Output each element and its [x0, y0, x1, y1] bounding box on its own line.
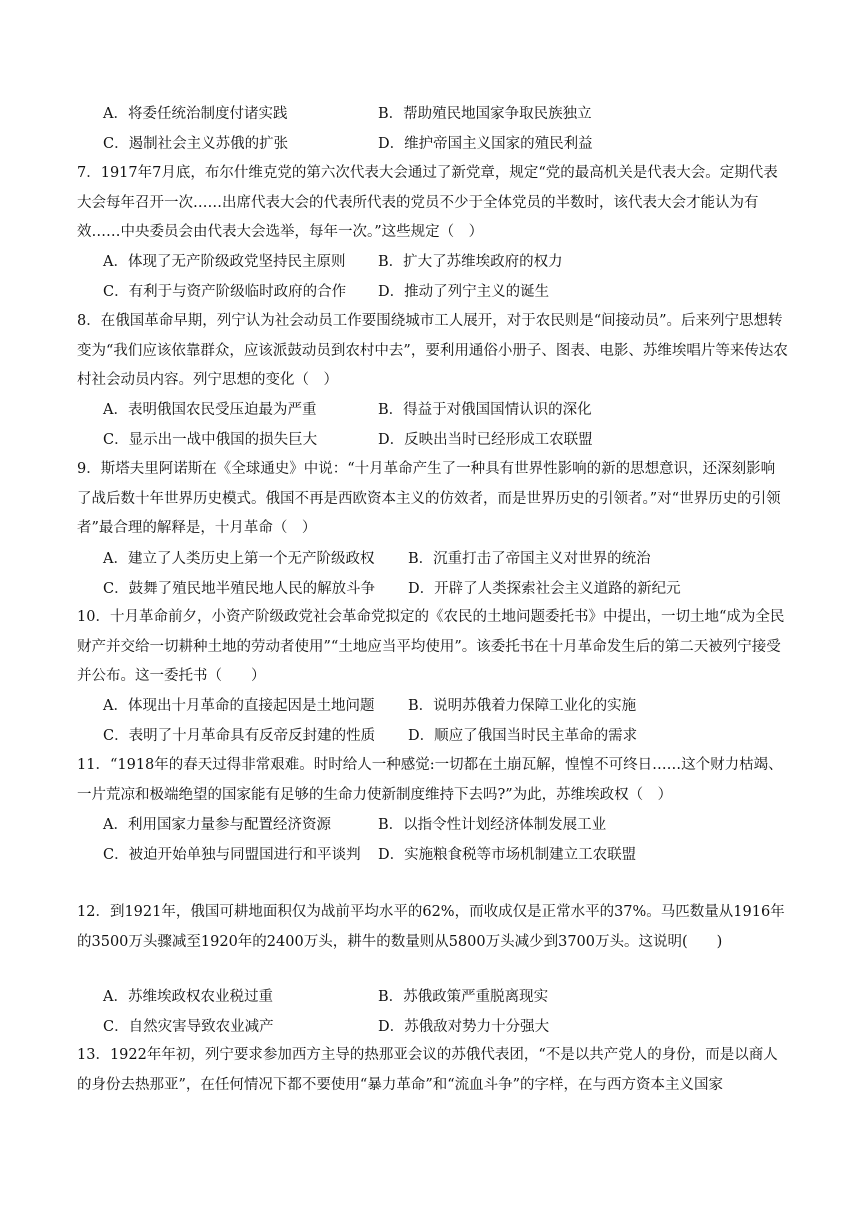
question-12-options	[103, 983, 793, 1042]
question-13-stem: 13．1922年年初，列宁要求参加西方主导的热那亚会议的苏俄代表团，“不是以共产党人的身份，而是以商人的身份去热那亚”，在任何情况下都不要使用“暴力革命”和“流血斗争”的字样，在与西方资本主义国家	[77, 1047, 778, 1093]
option-a: A．体现出十月革命的直接起因是土地问题	[103, 698, 375, 714]
question-7-stem: 7．1917年7月底，布尔什维克党的第六次代表大会通过了新党章，规定“党的最高机关是代表大会。定期代表大会每年召开一次……出席代表大会的代表所代表的党员不少于全体党员的半数时，该代表大会才能认为有效……中央委员会由代表大会选举，每年一次。”这些规定（ ）	[77, 165, 778, 240]
option-b: B．说明苏俄着力保障工业化的实施	[408, 698, 637, 714]
question-11-stem: 11．“1918年的春天过得非常艰难。时时给人一种感觉:一切都在土崩瓦解，惶惶不可终日……这个财力枯竭、一片荒凉和极端绝望的国家能有足够的生命力使新制度维持下去吗?”为此，苏维埃政权（ ）	[77, 757, 783, 803]
option-b: B．扩大了苏维埃政府的权力	[378, 254, 563, 270]
option-c: C．鼓舞了殖民地半殖民地人民的解放斗争	[103, 580, 376, 597]
option-a: A．体现了无产阶级政党坚持民主原则	[103, 254, 346, 270]
option-a: A．建立了人类历史上第一个无产阶级政权	[103, 551, 375, 567]
option-c: C．表明了十月革命具有反帝反封建的性质	[103, 727, 376, 744]
option-d: D．推动了列宁主义的诞生	[378, 283, 550, 300]
option-d: D．开辟了人类探索社会主义道路的新纪元	[408, 580, 681, 597]
option-b: B．以指令性计划经济体制发展工业	[378, 817, 607, 833]
option-b: B．帮助殖民地国家争取民族独立	[378, 106, 592, 122]
option-a: A．苏维埃政权农业税过重	[103, 989, 273, 1005]
question-10-stem: 10．十月革命前夕，小资产阶级政党社会革命党拟定的《农民的土地问题委托书》中提出，一切土地“成为全民财产并交给一切耕种土地的劳动者使用”“土地应当平均使用”。该委托书在十月革命发生后的第二天被列宁接受并公布。这一委托书（ ）	[77, 609, 785, 684]
question-8-stem: 8．在俄国革命早期，列宁认为社会动员工作要围绕城市工人展开，对于农民则是“间接动员”。后来列宁思想转变为“我们应该依靠群众，应该派鼓动员到农村中去”，要利用通俗小册子、图表、电影、苏维埃唱片等来传达农村社会动员内容。列宁思想的变化（ ）	[77, 313, 788, 388]
question-11-options	[103, 811, 793, 870]
question-7-options	[103, 248, 793, 307]
option-d: D．维护帝国主义国家的殖民利益	[378, 135, 593, 152]
option-b: B．苏俄政策严重脱离现实	[378, 989, 549, 1005]
question-9-stem: 9．斯塔夫里阿诺斯在《全球通史》中说：“十月革命产生了一种具有世界性影响的新的思想意识，还深刻影响了战后数十年世界历史模式。俄国不再是西欧资本主义的仿效者，而是世界历史的引领者。”对“世界历史的引领者”最合理的解释是，十月革命（ ）	[77, 461, 781, 536]
option-d: D．苏俄敌对势力十分强大	[378, 1018, 550, 1035]
option-b: B．沉重打击了帝国主义对世界的统治	[408, 551, 651, 567]
option-d: D．实施粮食税等市场机制建立工农联盟	[378, 846, 637, 863]
option-a: A．表明俄国农民受压迫最为严重	[103, 402, 317, 418]
option-d: D．顺应了俄国当时民主革命的需求	[408, 727, 638, 744]
option-a: A．将委任统治制度付诸实践	[103, 106, 288, 122]
option-c: C．显示出一战中俄国的损失巨大	[103, 431, 318, 448]
option-c: C．被迫开始单独与同盟国进行和平谈判	[103, 846, 361, 863]
question-9-options	[103, 545, 793, 604]
option-b: B．得益于对俄国国情认识的深化	[378, 402, 592, 418]
prev-question-options	[103, 100, 793, 159]
option-c: C．遏制社会主义苏俄的扩张	[103, 135, 289, 152]
option-c: C．有利于与资产阶级临时政府的合作	[103, 283, 347, 300]
option-d: D．反映出当时已经形成工农联盟	[378, 431, 593, 448]
option-c: C．自然灾害导致农业减产	[103, 1018, 274, 1035]
question-12-stem: 12．到1921年，俄国可耕地面积仅为战前平均水平的62%，而收成仅是正常水平的37%。马匹数量从1916年的3500万头骤减至1920年的2400万头，耕牛的数量则从5800万头减少到3700万头。这说明( )	[77, 904, 785, 950]
question-10-options	[103, 692, 793, 751]
option-a: A．利用国家力量参与配置经济资源	[103, 817, 331, 833]
question-8-options	[103, 396, 793, 455]
